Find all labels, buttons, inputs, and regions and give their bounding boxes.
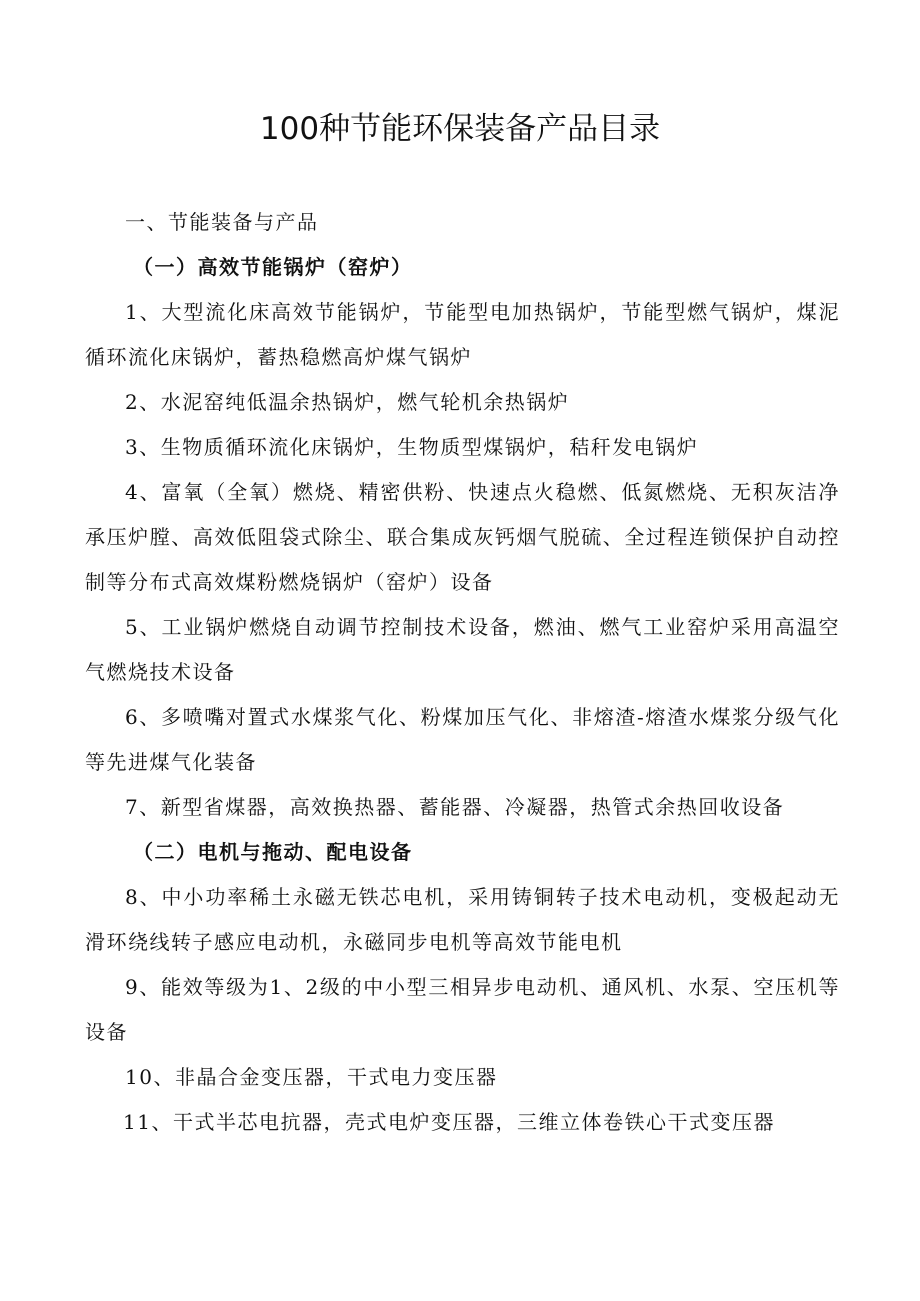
list-item: 1、大型流化床高效节能锅炉，节能型电加热锅炉，节能型燃气锅炉，煤泥循环流化床锅炉，蓄热稳燃高炉煤气锅炉 <box>85 300 840 369</box>
subsection-heading: （二）电机与拖动、配电设备 <box>133 840 413 864</box>
list-item: 4、富氧（全氧）燃烧、精密供粉、快速点火稳燃、低氮燃烧、无积灰洁净承压炉膛、高效低阻袋式除尘、联合集成灰钙烟气脱硫、全过程连锁保护自动控制等分布式高效煤粉燃烧锅炉（窑炉）设备 <box>85 480 840 594</box>
list-item: 3、生物质循环流化床锅炉，生物质型煤锅炉，秸秆发电锅炉 <box>125 435 699 459</box>
list-item: 9、能效等级为1、2级的中小型三相异步电动机、通风机、水泵、空压机等设备 <box>85 975 840 1044</box>
document-body <box>85 200 840 1145</box>
list-item: 8、中小功率稀土永磁无铁芯电机，采用铸铜转子技术电动机，变极起动无滑环绕线转子感应电动机，永磁同步电机等高效节能电机 <box>85 885 840 954</box>
subsection-heading: （一）高效节能锅炉（窑炉） <box>133 255 413 279</box>
section-heading: 一、节能装备与产品 <box>125 210 319 234</box>
list-item: 7、新型省煤器，高效换热器、蓄能器、冷凝器，热管式余热回收设备 <box>125 795 785 819</box>
list-item: 2、水泥窑纯低温余热锅炉，燃气轮机余热锅炉 <box>125 390 570 414</box>
document-title: 100种节能环保装备产品目录 <box>259 111 661 147</box>
list-item: 10、非晶合金变压器，干式电力变压器 <box>125 1065 498 1089</box>
list-item: 5、工业锅炉燃烧自动调节控制技术设备，燃油、燃气工业窑炉采用高温空气燃烧技术设备 <box>85 615 840 684</box>
list-item: 6、多喷嘴对置式水煤浆气化、粉煤加压气化、非熔渣-熔渣水煤浆分级气化等先进煤气化装备 <box>85 705 840 774</box>
list-item: 11、干式半芯电抗器，壳式电炉变压器，三维立体卷铁心干式变压器 <box>123 1110 775 1134</box>
